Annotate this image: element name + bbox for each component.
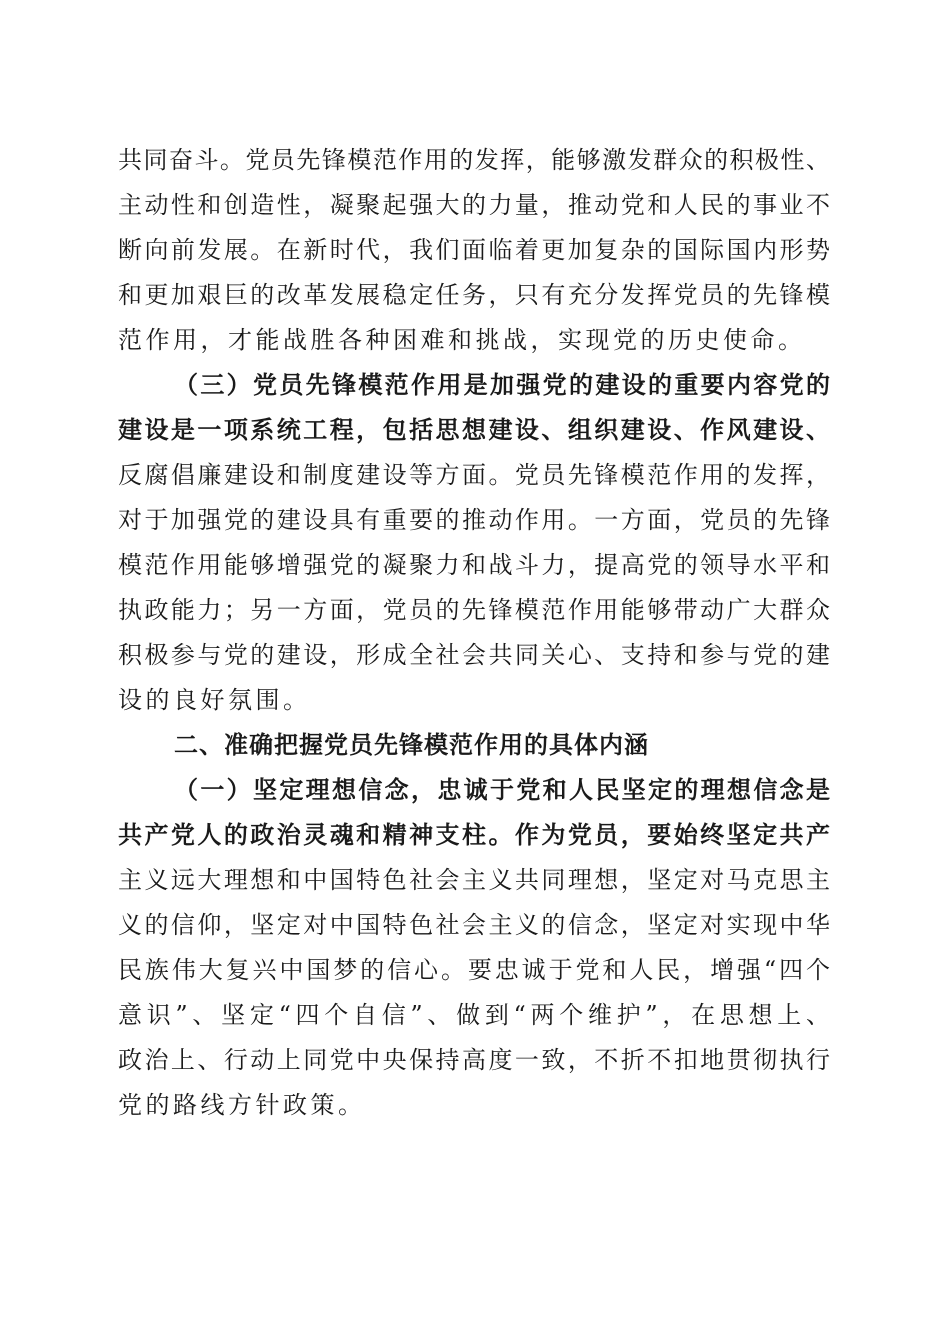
text-line: （三）党员先锋模范作用是加强党的建设的重要内容党的 [174,370,830,399]
text-line: 反腐倡廉建设和制度建设等方面。党员先锋模范作用的发挥， [118,461,830,489]
text-line: 党的路线方针政策。 [118,1091,366,1119]
text-line: 主动性和创造性，凝聚起强大的力量，推动党和人民的事业不 [118,191,830,219]
heading-text: 二、准确把握党员先锋模范作用的具体内涵 [174,731,649,759]
text-line: 断向前发展。在新时代，我们面临着更加复杂的国际国内形势 [118,236,830,264]
text-line: 执政能力；另一方面，党员的先锋模范作用能够带动广大群众 [118,596,830,624]
text-line: 范作用，才能战胜各种困难和挑战，实现党的历史使命。 [118,326,806,354]
text-line: 政治上、行动上同党中央保持高度一致，不折不扣地贯彻执行 [118,1046,830,1074]
text-line: 设的良好氛围。 [118,686,311,714]
text-line: 民族伟大复兴中国梦的信心。要忠诚于党和人民，增强“四个 [118,956,830,984]
text-line: 共同奋斗。党员先锋模范作用的发挥，能够激发群众的积极性、 [118,146,830,174]
text-line: 积极参与党的建设，形成全社会共同关心、支持和参与党的建 [118,641,830,669]
text-line: 主义远大理想和中国特色社会主义共同理想，坚定对马克思主 [118,866,830,894]
text-line: 和更加艰巨的改革发展稳定任务，只有充分发挥党员的先锋模 [118,281,830,309]
text-line: 对于加强党的建设具有重要的推动作用。一方面，党员的先锋 [118,506,830,534]
text-line: 义的信仰，坚定对中国特色社会主义的信念，坚定对实现中华 [118,911,830,939]
text-line: 模范作用能够增强党的凝聚力和战斗力，提高党的领导水平和 [118,551,830,579]
text-line: （一）坚定理想信念，忠诚于党和人民坚定的理想信念是 [174,775,830,804]
text-line: 共产党人的政治灵魂和精神支柱。作为党员，要始终坚定共产 [118,820,830,849]
text-line: 意识”、坚定“四个自信”、做到“两个维护”，在思想上、 [118,1001,830,1029]
text-line: 建设是一项系统工程，包括思想建设、组织建设、作风建设、 [118,415,830,444]
